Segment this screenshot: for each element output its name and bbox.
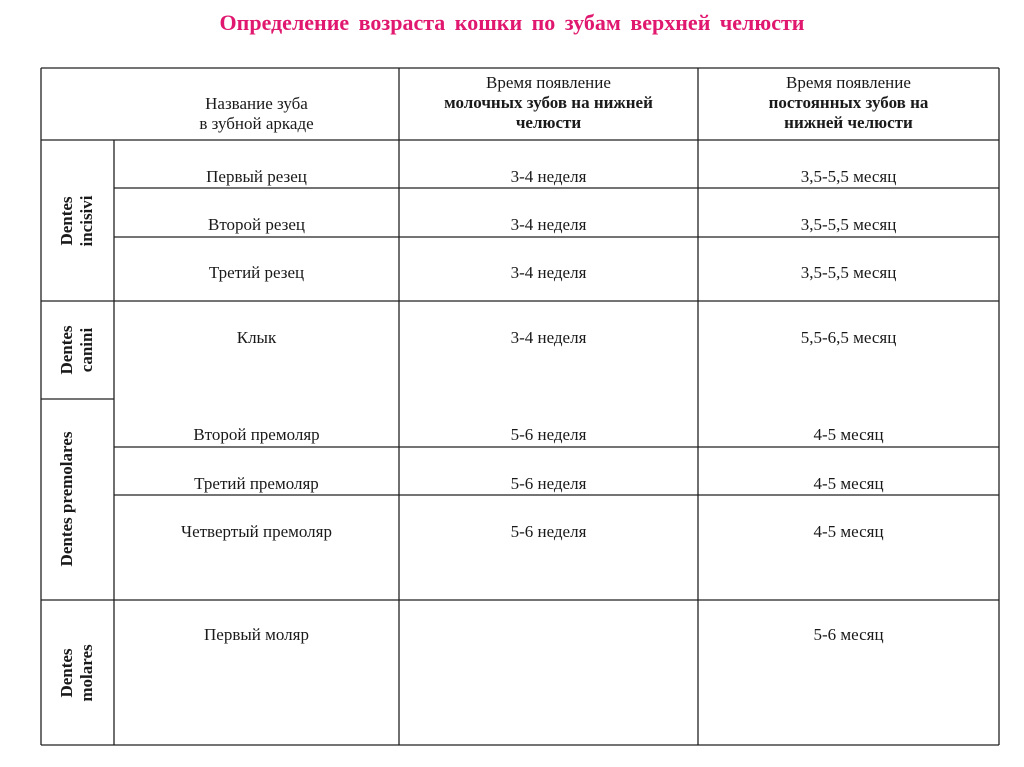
row-6-permanent: 4-5 месяц bbox=[813, 522, 884, 541]
group-label-incisivi bbox=[57, 195, 97, 246]
header-milk-line1: Время появление bbox=[486, 73, 611, 92]
row-0-name: Первый резец bbox=[206, 167, 307, 186]
row-3-milk: 3-4 неделя bbox=[510, 328, 587, 347]
row-2-permanent: 3,5-5,5 месяц bbox=[800, 263, 897, 282]
group-incisivi-line1: Dentes bbox=[57, 196, 76, 246]
row-1-milk: 3-4 неделя bbox=[510, 215, 587, 234]
row-2-milk: 3-4 неделя bbox=[510, 263, 587, 282]
group-molares-line1: Dentes bbox=[57, 648, 76, 698]
group-molares-line2: molares bbox=[77, 644, 96, 702]
header-permanent-line3: нижней челюсти bbox=[784, 113, 913, 132]
row-5-milk: 5-6 неделя bbox=[510, 474, 587, 493]
row-1-name: Второй резец bbox=[207, 215, 305, 234]
row-5-permanent: 4-5 месяц bbox=[813, 474, 884, 493]
group-canini-line2: canini bbox=[77, 327, 96, 373]
row-7-permanent: 5-6 месяц bbox=[813, 625, 884, 644]
group-label-molares bbox=[57, 644, 97, 701]
header-milk-line3: челюсти bbox=[515, 113, 582, 132]
header-milk-teeth bbox=[399, 73, 698, 133]
row-4-milk: 5-6 неделя bbox=[510, 425, 587, 444]
row-7-name: Первый моляр bbox=[204, 625, 309, 644]
header-permanent-teeth bbox=[698, 73, 999, 133]
row-1-permanent: 3,5-5,5 месяц bbox=[800, 215, 897, 234]
row-0-milk: 3-4 неделя bbox=[510, 167, 587, 186]
header-tooth-name bbox=[114, 94, 399, 134]
header-tooth-name-line1: Название зуба bbox=[205, 94, 308, 113]
page-title: Определение возраста кошки по зубам верхней челюсти bbox=[219, 10, 805, 35]
header-milk-line2: молочных зубов на нижней bbox=[444, 93, 653, 112]
row-2-name: Третий резец bbox=[208, 263, 305, 282]
group-incisivi-line2: incisivi bbox=[77, 195, 96, 247]
row-3-name: Клык bbox=[236, 328, 277, 347]
row-6-milk: 5-6 неделя bbox=[510, 522, 587, 541]
group-label-premolares bbox=[57, 432, 77, 567]
group-label-canini bbox=[57, 325, 97, 374]
row-4-permanent: 4-5 месяц bbox=[813, 425, 884, 444]
group-canini-line1: Dentes bbox=[57, 325, 76, 375]
header-permanent-line1: Время появление bbox=[786, 73, 911, 92]
group-premolares-text: Dentes premolares bbox=[57, 431, 76, 567]
row-3-permanent: 5,5-6,5 месяц bbox=[800, 328, 897, 347]
row-5-name: Третий премоляр bbox=[194, 474, 319, 493]
row-4-name: Второй премоляр bbox=[193, 425, 320, 444]
row-0-permanent: 3,5-5,5 месяц bbox=[800, 167, 897, 186]
row-6-name: Четвертый премоляр bbox=[181, 522, 332, 541]
header-tooth-name-line2: в зубной аркаде bbox=[199, 114, 314, 133]
header-permanent-line2: постоянных зубов на bbox=[768, 93, 929, 112]
